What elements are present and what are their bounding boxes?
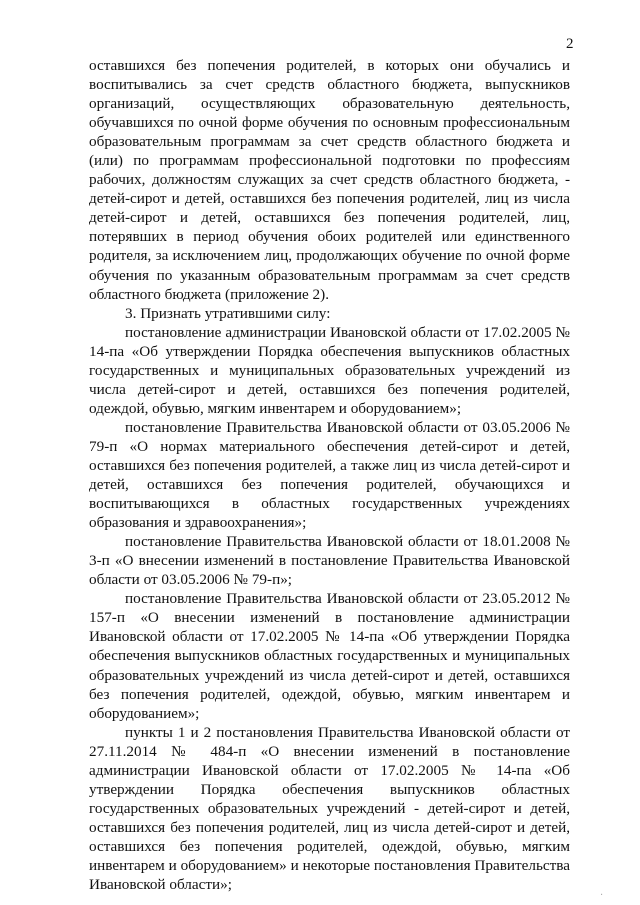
paragraph-repeal-5: пункты 1 и 2 постановления Правительства Ивановской области от 27.11.2014 № 484-п «О внесении изменений в постановление администрации Ивановской области от 17.02.2005 № 14-па «Об утверждении Порядка обеспечения выпускников областных государственных образовательных учреждений - детей-сирот и детей, оставшихся без попечения родителей, лиц из числа детей-сирот и детей, оставшихся без попечения родителей, одеждой, обувью, мягким инвентарем и оборудованием» и некоторые постановления Правительства Ивановской области»;: [89, 723, 570, 894]
paragraph-repeal-1: постановление администрации Ивановской области от 17.02.2005 № 14-па «Об утверждении Порядка обеспечения выпускников областных государственных и муниципальных образовательных учреждений из числа детей-сирот и детей, оставшихся без попечения родителей, одеждой, обувью, мягким инвентарем и оборудованием»;: [89, 323, 570, 417]
paragraph-repeal-4: постановление Правительства Ивановской области от 23.05.2012 № 157-п «О внесении изменений в постановление администрации Ивановской области от 17.02.2005 № 14-па «Об утверждении Порядка обеспечения выпускников областных государственных и муниципальных образовательных учреждений из числа детей-сирот и детей, оставшихся без попечения родителей, одеждой, обувью, мягким инвентарем и оборудованием»;: [89, 590, 570, 722]
paragraph-repeal-3: постановление Правительства Ивановской области от 18.01.2008 № 3-п «О внесении изменений в постановление Правительства Ивановской области от 03.05.2006 № 79-п»;: [89, 533, 570, 589]
page-number: 2: [566, 36, 574, 52]
document-body: [89, 56, 570, 894]
paragraph-repeal-2: постановление Правительства Ивановской области от 03.05.2006 № 79-п «О нормах материального обеспечения детей-сирот и детей, оставшихся без попечения родителей, а также лиц из числа детей-сирот и детей, оставшихся без попечения родителей, обучающихся и воспитывающихся в областных государственных учреждениях образования и здравоохранения»;: [89, 418, 570, 532]
paragraph-item-3-heading: 3. Признать утратившими силу:: [125, 304, 331, 322]
paragraph-continuation: оставшихся без попечения родителей, в которых они обучались и воспитывались за счет средств областного бюджета, выпускников организаций, осуществляющих образовательную деятельность, обучавшихся по очной форме обучения по основным профессиональным образовательным программам за счет средств областного бюджета и (или) по программам профессиональной подготовки по профессиям рабочих, должностям служащих за счет средств областного бюджета, - детей-сирот и детей, оставшихся без попечения родителей, лиц из числа детей-сирот и детей, оставшихся без попечения родителей, лиц, потерявших в период обучения обоих родителей или единственного родителя, за исключением лиц, продолжающих обучение по очной форме обучения по указанным образовательным программам за счет средств областного бюджета (приложение 2).: [89, 57, 570, 303]
scan-artifact: ·: [600, 890, 604, 901]
